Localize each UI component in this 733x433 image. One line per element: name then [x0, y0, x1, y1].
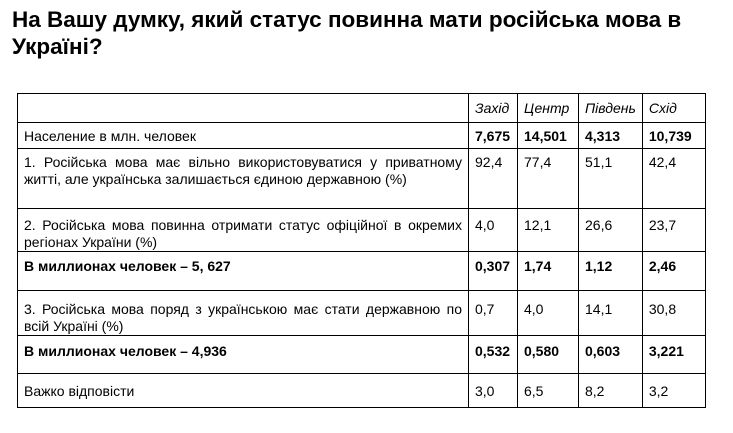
- table-row: [18, 374, 706, 408]
- table-cell: 14,501: [518, 123, 579, 149]
- table-row: [18, 252, 706, 291]
- table-row: [18, 291, 706, 336]
- table-cell: 3,221: [642, 336, 705, 374]
- row-label: 1. Російська мова має вільно використовуватися у приватному житті, але українська залишається єдиною державною (%): [18, 149, 469, 209]
- table-cell: 0,307: [469, 252, 518, 291]
- table-cell: 0,603: [579, 336, 643, 374]
- table-cell: 1,12: [579, 252, 643, 291]
- table-cell: 30,8: [642, 291, 705, 336]
- table-row: [18, 123, 706, 149]
- table-cell: 0,580: [518, 336, 579, 374]
- table-cell: 8,2: [579, 374, 643, 408]
- column-header: Центр: [518, 94, 579, 123]
- table-cell: 23,7: [642, 209, 705, 252]
- row-label: 3. Російська мова поряд з українською має стати державною по всій Україні (%): [18, 291, 469, 336]
- table-cell: 51,1: [579, 149, 643, 209]
- table-cell: 0,7: [469, 291, 518, 336]
- table-cell: 14,1: [579, 291, 643, 336]
- table-cell: 42,4: [642, 149, 705, 209]
- table-cell: 77,4: [518, 149, 579, 209]
- table-cell: 0,532: [469, 336, 518, 374]
- column-header: Схід: [642, 94, 705, 123]
- table-row: [18, 209, 706, 252]
- table-cell: 1,74: [518, 252, 579, 291]
- table-cell: 12,1: [518, 209, 579, 252]
- page-title: На Вашу думку, який статус повинна мати російська мова в Україні?: [12, 7, 682, 59]
- row-label: Важко відповісти: [18, 374, 469, 408]
- column-header: Захід: [469, 94, 518, 123]
- table-cell: 4,0: [469, 209, 518, 252]
- row-label: В миллионах человек – 4,936: [18, 336, 469, 374]
- column-header: Південь: [579, 94, 643, 123]
- table-cell: 92,4: [469, 149, 518, 209]
- header-empty-cell: [18, 94, 469, 123]
- survey-table: [17, 93, 706, 408]
- table-cell: 6,5: [518, 374, 579, 408]
- row-label: 2. Російська мова повинна отримати статус офіційної в окремих регіонах України (%): [18, 209, 469, 252]
- table-row: [18, 336, 706, 374]
- table-cell: 3,2: [642, 374, 705, 408]
- table-cell: 4,313: [579, 123, 643, 149]
- table-row: [18, 149, 706, 209]
- table-cell: 2,46: [642, 252, 705, 291]
- table-cell: 10,739: [642, 123, 705, 149]
- table-cell: 4,0: [518, 291, 579, 336]
- table-cell: 26,6: [579, 209, 643, 252]
- table-cell: 3,0: [469, 374, 518, 408]
- table-cell: 7,675: [469, 123, 518, 149]
- table-header-row: [18, 94, 706, 123]
- row-label: В миллионах человек – 5, 627: [18, 252, 469, 291]
- row-label: Население в млн. человек: [18, 123, 469, 149]
